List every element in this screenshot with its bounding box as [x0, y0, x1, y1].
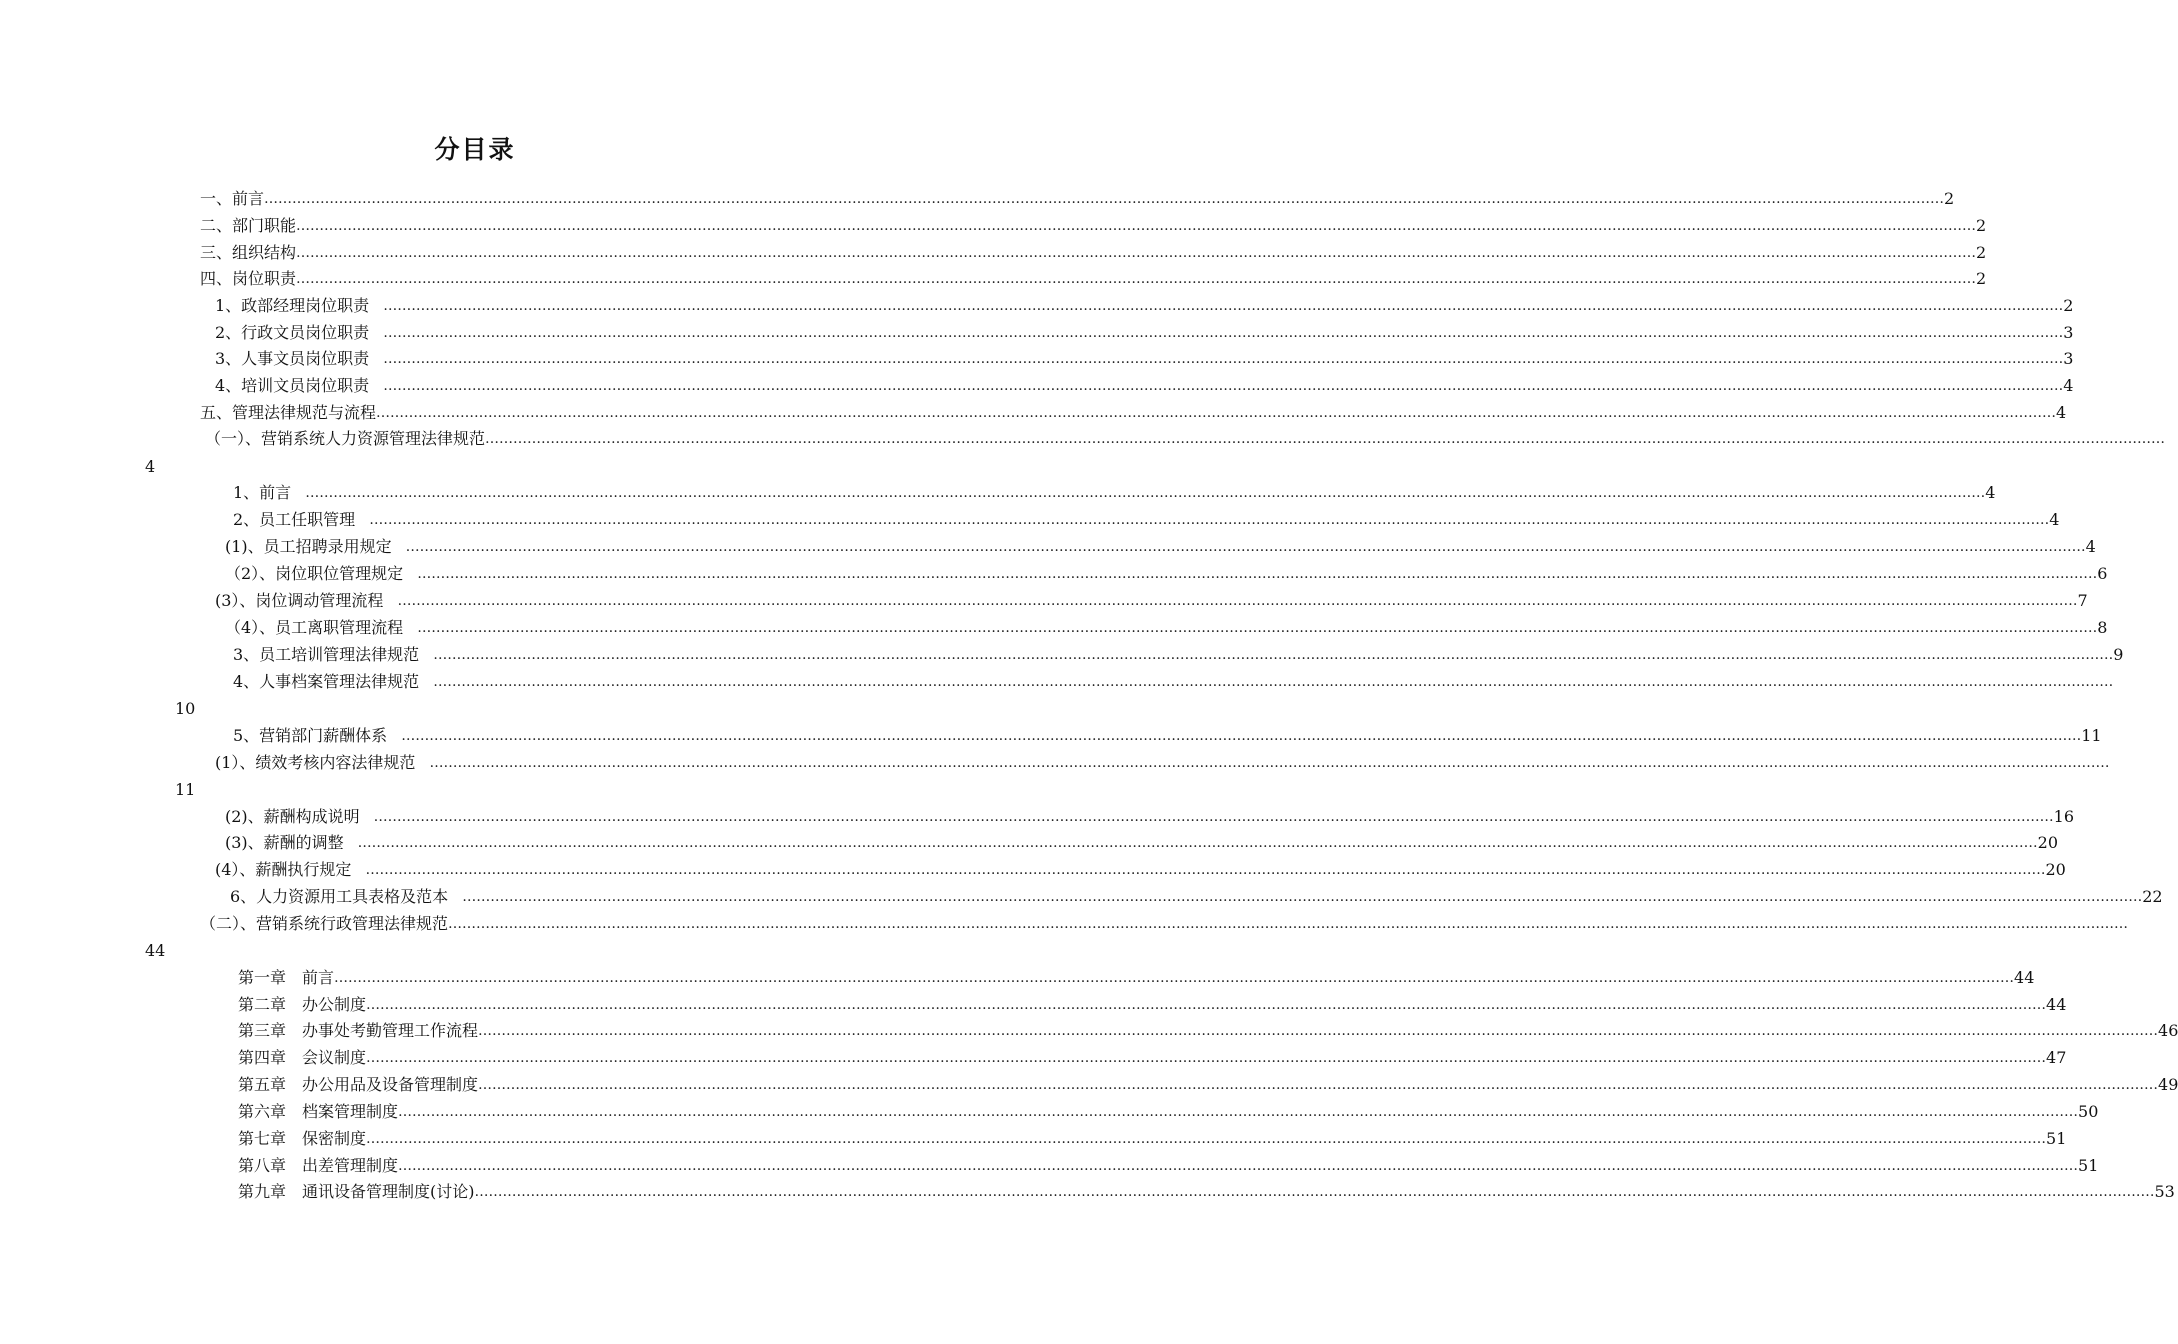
page-title: 分目录	[434, 135, 516, 164]
toc-leader-dots: ………………………………………………………………………………………………………………………………………………………………………………………………………………………………………………………………………………………………………………………………	[366, 1050, 2047, 1066]
toc-entry-page: 16	[2053, 807, 2075, 826]
toc-entry-page: 44	[145, 941, 166, 960]
toc-entry	[215, 348, 2074, 370]
toc-entry	[215, 322, 2074, 344]
toc-entry-label: （一）、营销系统人力资源管理法律规范	[205, 429, 486, 448]
toc-entry-page: 2	[1976, 243, 1987, 262]
toc-leader-dots: ………………………………………………………………………………………………………………………………………………………………………………………………………………………………………………………………………………………………………………………………	[478, 1077, 2159, 1093]
toc-leader-dots: ………………………………………………………………………………………………………………………………………………………………………………………………………………………………………………………………………………………………………………………………	[296, 218, 1977, 234]
toc-entry	[215, 859, 2066, 881]
toc-entry-page: 49	[2158, 1075, 2178, 1094]
toc-entry	[230, 886, 2163, 908]
toc-entry-label: 1、前言	[233, 483, 292, 502]
toc-entry	[225, 563, 2108, 585]
toc-leader-dots: ………………………………………………………………………………………………………………………………………………………………………………………………………………………………………………………………………………………………………………………………	[369, 512, 2050, 528]
toc-leader-dots: ………………………………………………………………………………………………………………………………………………………………………………………………………………………………………………………………………………………………………………………………	[398, 1158, 2079, 1174]
toc-entry-label: 4、人事档案管理法律规范	[233, 672, 420, 691]
toc-entry	[200, 188, 1955, 210]
toc-leader-dots: ………………………………………………………………………………………………………………………………………………………………………………………………………………………………………………………………………………………………………………………………	[366, 997, 2047, 1013]
toc-leader-dots: ………………………………………………………………………………………………………………………………………………………………………………………………………………………………………………………………………………………………………………………………	[485, 431, 2166, 447]
toc-entry-page: 44	[2014, 968, 2035, 987]
toc-entry-label: 1、政部经理岗位职责	[215, 296, 370, 315]
toc-entry	[200, 268, 1987, 290]
toc-entry-label: 第六章 档案管理制度	[238, 1102, 399, 1121]
toc-entry	[233, 482, 1996, 504]
toc-entry-page: 6	[2097, 564, 2108, 583]
toc-entry	[238, 1101, 2099, 1123]
toc-entry	[205, 428, 2166, 450]
toc-entry	[233, 671, 2114, 693]
toc-leader-dots: ………………………………………………………………………………………………………………………………………………………………………………………………………………………………………………………………………………………………………………………………	[417, 620, 2098, 636]
toc-entry	[238, 1155, 2099, 1177]
toc-entry-page: 4	[2085, 537, 2096, 556]
toc-entry	[215, 295, 2074, 317]
toc-entry-label: 6、人力资源用工具表格及范本	[230, 887, 449, 906]
toc-entry-label: 4、培训文员岗位职责	[215, 376, 370, 395]
toc-entry-label: 一、前言	[200, 189, 265, 208]
toc-entry	[225, 617, 2108, 639]
toc-entry-page: 3	[2063, 349, 2074, 368]
toc-entry-page: 53	[2154, 1182, 2175, 1201]
toc-entry-page: 11	[2081, 726, 2102, 745]
toc-entry-page: 2	[1976, 269, 1987, 288]
toc-leader-dots: ………………………………………………………………………………………………………………………………………………………………………………………………………………………………………………………………………………………………………………………………	[296, 245, 1977, 261]
toc-entry-page: 2	[2063, 296, 2074, 315]
toc-entry-page: 46	[2158, 1021, 2178, 1040]
toc-entry	[238, 1047, 2067, 1069]
toc-entry	[225, 832, 2059, 854]
toc-entry	[238, 1074, 2178, 1096]
toc-entry-page: 44	[2046, 995, 2067, 1014]
toc-entry-label: 5、营销部门薪酬体系	[233, 726, 388, 745]
toc-entry-label: 第七章 保密制度	[238, 1129, 367, 1148]
toc-entry-label: 2、行政文员岗位职责	[215, 323, 370, 342]
toc-entry-label: (4）、薪酬执行规定	[215, 860, 352, 879]
toc-leader-dots: ………………………………………………………………………………………………………………………………………………………………………………………………………………………………………………………………………………………………………………………………	[383, 351, 2064, 367]
toc-entry-page: 50	[2078, 1102, 2099, 1121]
toc-entry-label: 第三章 办事处考勤管理工作流程	[238, 1021, 479, 1040]
toc-entry	[233, 509, 2060, 531]
toc-entry-label: (3)、薪酬的调整	[225, 833, 344, 852]
toc-entry-label: 2、员工任职管理	[233, 510, 356, 529]
toc-entry-page: 8	[2097, 618, 2108, 637]
toc-leader-dots: ………………………………………………………………………………………………………………………………………………………………………………………………………………………………………………………………………………………………………………………………	[383, 378, 2064, 394]
toc-entry-label: 三、组织结构	[200, 243, 297, 262]
toc-entry-label: 二、部门职能	[200, 216, 297, 235]
toc-entry-label: 3、人事文员岗位职责	[215, 349, 370, 368]
toc-entry	[200, 242, 1987, 264]
toc-entry-label: （二）、营销系统行政管理法律规范	[200, 914, 449, 933]
toc-entry-page: 4	[2056, 403, 2067, 422]
toc-entry-label: （4）、员工离职管理流程	[225, 618, 404, 637]
toc-entry	[215, 375, 2074, 397]
toc-entry-page: 11	[175, 780, 196, 799]
toc-entry-label: (1)、员工招聘录用规定	[225, 537, 392, 556]
toc-entry	[238, 967, 2035, 989]
toc-entry	[215, 590, 2088, 612]
toc-entry	[225, 806, 2075, 828]
toc-entry-page: 51	[2078, 1156, 2099, 1175]
toc-entry-label: 五、管理法律规范与流程	[200, 403, 377, 422]
toc-leader-dots: ………………………………………………………………………………………………………………………………………………………………………………………………………………………………………………………………………………………………………………………………	[429, 755, 2110, 771]
toc-entry	[215, 752, 2110, 774]
toc-entry	[238, 994, 2067, 1016]
toc-entry-label: 第一章 前言	[238, 968, 335, 987]
toc-entry-page: 9	[2113, 645, 2124, 664]
toc-entry-page: 3	[2063, 323, 2074, 342]
toc-leader-dots: ………………………………………………………………………………………………………………………………………………………………………………………………………………………………………………………………………………………………………………………………	[334, 970, 2015, 986]
toc-entry-label: (1）、绩效考核内容法律规范	[215, 753, 416, 772]
toc-entry	[200, 913, 2129, 935]
toc-leader-dots: ………………………………………………………………………………………………………………………………………………………………………………………………………………………………………………………………………………………………………………………………	[383, 325, 2064, 341]
toc-leader-dots: ………………………………………………………………………………………………………………………………………………………………………………………………………………………………………………………………………………………………………………………………	[478, 1023, 2159, 1039]
toc-entry-page: 7	[2077, 591, 2088, 610]
toc-entry-page: 4	[1985, 483, 1996, 502]
toc-entry-label: （2）、岗位职位管理规定	[225, 564, 404, 583]
toc-entry-page: 10	[175, 699, 196, 718]
toc-entry-label: 第五章 办公用品及设备管理制度	[238, 1075, 479, 1094]
toc-leader-dots: ………………………………………………………………………………………………………………………………………………………………………………………………………………………………………………………………………………………………………………………………	[383, 298, 2064, 314]
toc-entry	[238, 1020, 2178, 1042]
toc-leader-dots: ………………………………………………………………………………………………………………………………………………………………………………………………………………………………………………………………………………………………………………………………	[373, 809, 2054, 825]
toc-entry	[238, 1181, 2175, 1203]
toc-leader-dots: ………………………………………………………………………………………………………………………………………………………………………………………………………………………………………………………………………………………………………………………………	[417, 566, 2098, 582]
toc-leader-dots: ………………………………………………………………………………………………………………………………………………………………………………………………………………………………………………………………………………………………………………………………	[296, 271, 1977, 287]
toc-leader-dots: ………………………………………………………………………………………………………………………………………………………………………………………………………………………………………………………………………………………………………………………………	[433, 647, 2114, 663]
toc-entry-page: 51	[2046, 1129, 2067, 1148]
toc-entry-page: 4	[2049, 510, 2060, 529]
toc-leader-dots: ………………………………………………………………………………………………………………………………………………………………………………………………………………………………………………………………………………………………………………………………	[397, 593, 2078, 609]
toc-leader-dots: ………………………………………………………………………………………………………………………………………………………………………………………………………………………………………………………………………………………………………………………………	[405, 539, 2086, 555]
toc-leader-dots: ………………………………………………………………………………………………………………………………………………………………………………………………………………………………………………………………………………………………………………………………	[401, 728, 2082, 744]
toc-entry	[233, 725, 2102, 747]
toc-entry	[225, 536, 2096, 558]
toc-leader-dots: ………………………………………………………………………………………………………………………………………………………………………………………………………………………………………………………………………………………………………………………………	[462, 889, 2143, 905]
toc-entry-label: 第二章 办公制度	[238, 995, 367, 1014]
toc-entry-label: 3、员工培训管理法律规范	[233, 645, 420, 664]
toc-entry	[233, 644, 2124, 666]
toc-entry-label: 第九章 通讯设备管理制度(讨论)	[238, 1182, 475, 1201]
toc-entry-label: 四、岗位职责	[200, 269, 297, 288]
toc-leader-dots: ………………………………………………………………………………………………………………………………………………………………………………………………………………………………………………………………………………………………………………………………	[433, 674, 2114, 690]
toc-leader-dots: ………………………………………………………………………………………………………………………………………………………………………………………………………………………………………………………………………………………………………………………………	[357, 835, 2038, 851]
toc-leader-dots: ………………………………………………………………………………………………………………………………………………………………………………………………………………………………………………………………………………………………………………………………	[305, 485, 1986, 501]
toc-entry-page: 2	[1976, 216, 1987, 235]
toc-leader-dots: ………………………………………………………………………………………………………………………………………………………………………………………………………………………………………………………………………………………………………………………………	[474, 1184, 2155, 1200]
toc-entry-label: (3）、岗位调动管理流程	[215, 591, 384, 610]
toc-entry-page: 22	[2142, 887, 2163, 906]
toc-entry-label: 第四章 会议制度	[238, 1048, 367, 1067]
toc-entry-page: 20	[2037, 833, 2059, 852]
toc-leader-dots: ………………………………………………………………………………………………………………………………………………………………………………………………………………………………………………………………………………………………………………………………	[366, 1131, 2047, 1147]
toc-entry-label: (2)、薪酬构成说明	[225, 807, 360, 826]
toc-entry	[238, 1128, 2067, 1150]
toc-leader-dots: ………………………………………………………………………………………………………………………………………………………………………………………………………………………………………………………………………………………………………………………………	[376, 405, 2057, 421]
toc-leader-dots: ………………………………………………………………………………………………………………………………………………………………………………………………………………………………………………………………………………………………………………………………	[398, 1104, 2079, 1120]
toc-entry-page: 4	[145, 457, 156, 476]
toc-entry-page: 20	[2045, 860, 2066, 879]
toc-entry-label: 第八章 出差管理制度	[238, 1156, 399, 1175]
toc-entry-page: 47	[2046, 1048, 2067, 1067]
toc-leader-dots: ………………………………………………………………………………………………………………………………………………………………………………………………………………………………………………………………………………………………………………………………	[264, 191, 1945, 207]
toc-leader-dots: ………………………………………………………………………………………………………………………………………………………………………………………………………………………………………………………………………………………………………………………………	[448, 916, 2129, 932]
toc-entry-page: 2	[1944, 189, 1955, 208]
toc-entry	[200, 215, 1987, 237]
toc-leader-dots: ………………………………………………………………………………………………………………………………………………………………………………………………………………………………………………………………………………………………………………………………	[365, 862, 2046, 878]
toc-entry	[200, 402, 2067, 424]
toc-entry-page: 4	[2063, 376, 2074, 395]
